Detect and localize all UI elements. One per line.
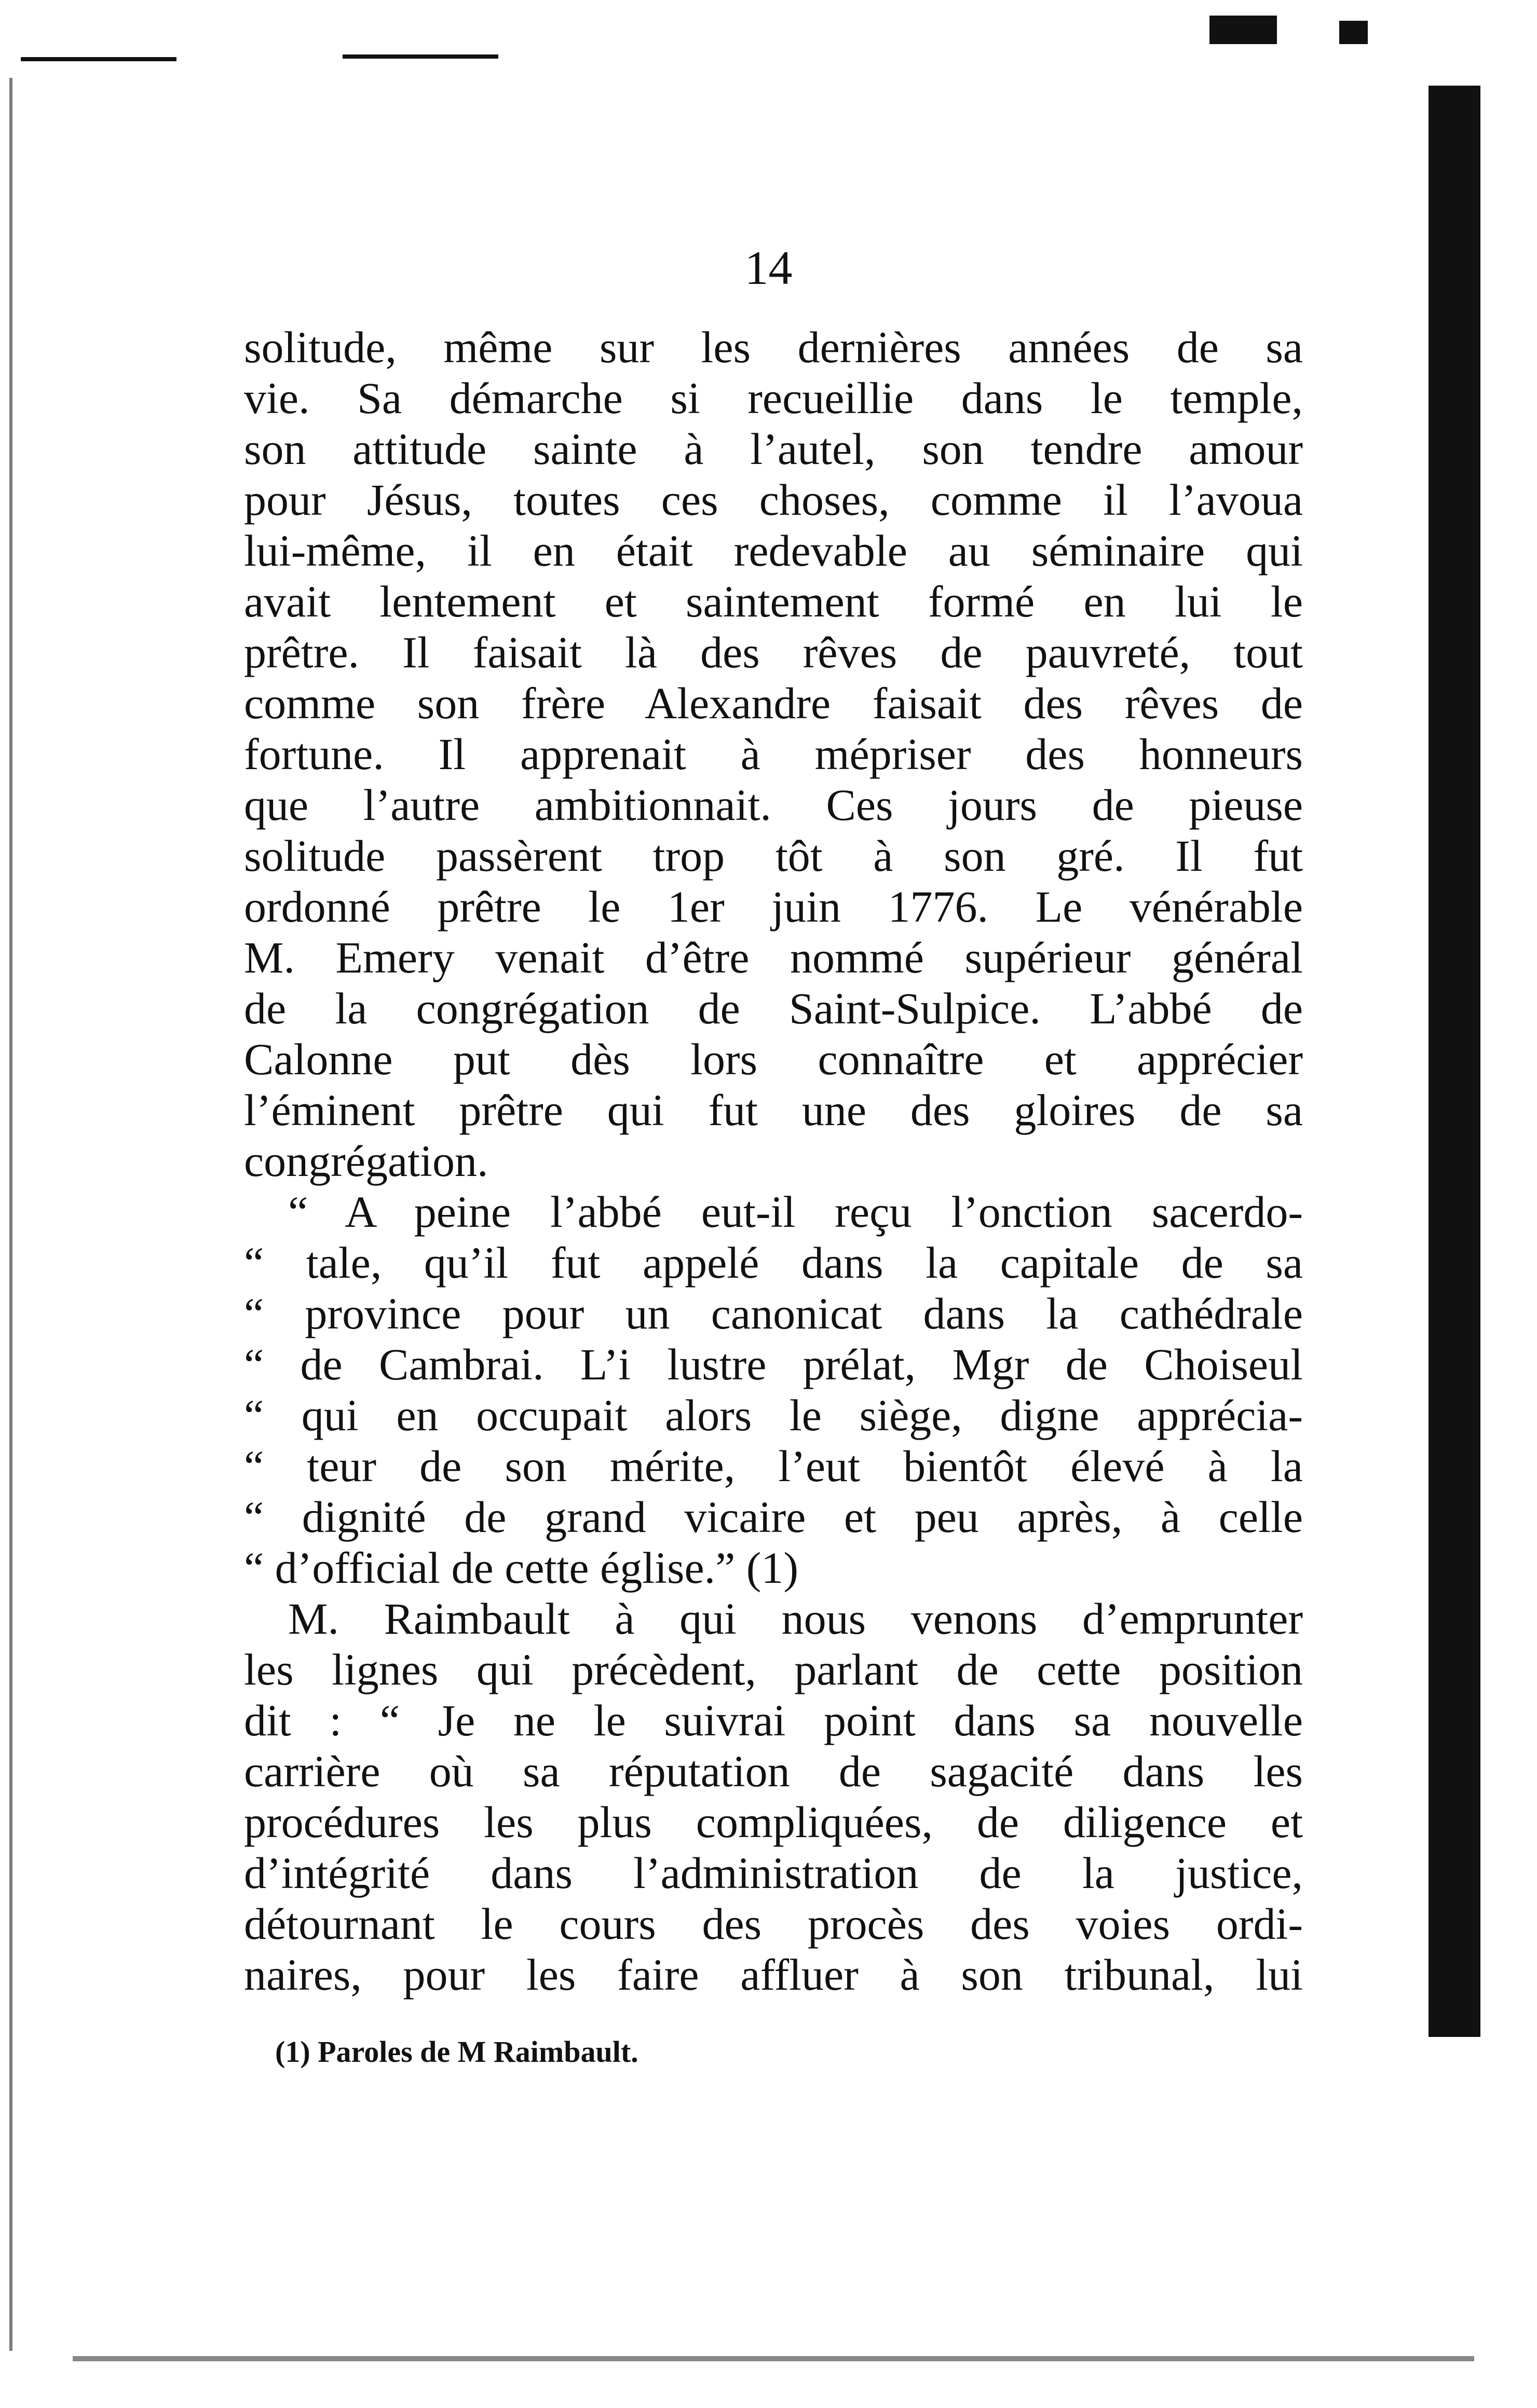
text-line: détournant le cours des procès des voies ordi- [244, 1899, 1303, 1949]
scan-mark-bottom [73, 2356, 1474, 2361]
text-line: carrière où sa réputation de sagacité dans les [244, 1746, 1303, 1796]
text-line: solitude, même sur les dernières annéеs de sa [244, 322, 1303, 372]
quote-line: “ teur de son mérite, l’eut bientôt élevé à la [244, 1441, 1303, 1491]
quote-line: “ province pour un canonicat dans la cathédrale [244, 1289, 1303, 1338]
text-line: pour Jésus, toutes ces choses, comme il l’avoua [244, 475, 1303, 525]
text-line: avait lentement et saintement formé en lui le [244, 577, 1303, 626]
footnote: (1) Paroles de M Raimbault. [275, 2035, 638, 2069]
body-text [244, 322, 1303, 2000]
page-number: 14 [744, 241, 793, 294]
text-line: fortune. Il apprenait à mépriser des honneurs [244, 729, 1303, 779]
text-line: d’intégrité dans l’administration de la justice, [244, 1848, 1303, 1898]
text-line: M. Emery venait d’être nommé supérieur général [244, 933, 1303, 982]
quote-line: “ A peine l’abbé eut-il reçu l’onction sacerdo- [288, 1187, 1303, 1237]
text-line: solitude passèrent trop tôt à son gré. Il fut [244, 831, 1303, 881]
quote-line: “ de Cambrai. L’i lustre prélat, Mgr de Choiseul [244, 1339, 1303, 1389]
text-line: ordonné prêtre le 1er juin 1776. Le vénérable [244, 882, 1303, 932]
scan-mark-top-right-small [1339, 21, 1368, 44]
text-line: lui-même, il en était redevable au séminaire qui [244, 526, 1303, 576]
quote-line: “ d’official de cette église.” (1) [244, 1543, 799, 1593]
text-line: vie. Sa démarche si recueillie dans le temple, [244, 373, 1303, 423]
text-line: les lignes qui précèdent, parlant de cette position [244, 1645, 1303, 1694]
scan-mark-top-left [21, 57, 176, 61]
scan-mark-top-center [343, 54, 498, 59]
text-line: naires, pour les faire affluer à son tribunal, lui [244, 1950, 1303, 2000]
quote-line: “ tale, qu’il fut appelé dans la capitale de sa [244, 1238, 1303, 1288]
text-line: que l’autre ambitionnait. Ces jours de pieuse [244, 780, 1303, 830]
text-line: M. Raimbault à qui nous venons d’emprunter [288, 1594, 1303, 1644]
scan-edge-bar-right [1429, 86, 1480, 2037]
quote-line: “ dignité de grand vicaire et peu après, à celle [244, 1492, 1303, 1542]
text-line: prêtre. Il faisait là des rêves de pauvreté, tout [244, 627, 1303, 677]
text-line: procédures les plus compliquées, de diligence et [244, 1797, 1303, 1847]
quote-line: “ qui en occupait alors le siège, digne apprécia- [244, 1390, 1303, 1440]
text-line: comme son frère Alexandre faisait des rêves de [244, 678, 1303, 728]
text-line: l’éminent prêtre qui fut une des gloires de sa [244, 1085, 1303, 1135]
text-line: de la congrégation de Saint-Sulpice. L’abbé de [244, 983, 1303, 1033]
text-line: congrégation. [244, 1136, 488, 1186]
text-line: dit : “ Je ne le suivrai point dans sa nouvelle [244, 1695, 1303, 1745]
text-line: son attitude sainte à l’autel, son tendre amour [244, 424, 1303, 474]
text-line: Calonne put dès lors connaître et apprécier [244, 1034, 1303, 1084]
scan-mark-top-right [1209, 16, 1277, 44]
scan-edge-line-left [9, 78, 12, 2351]
